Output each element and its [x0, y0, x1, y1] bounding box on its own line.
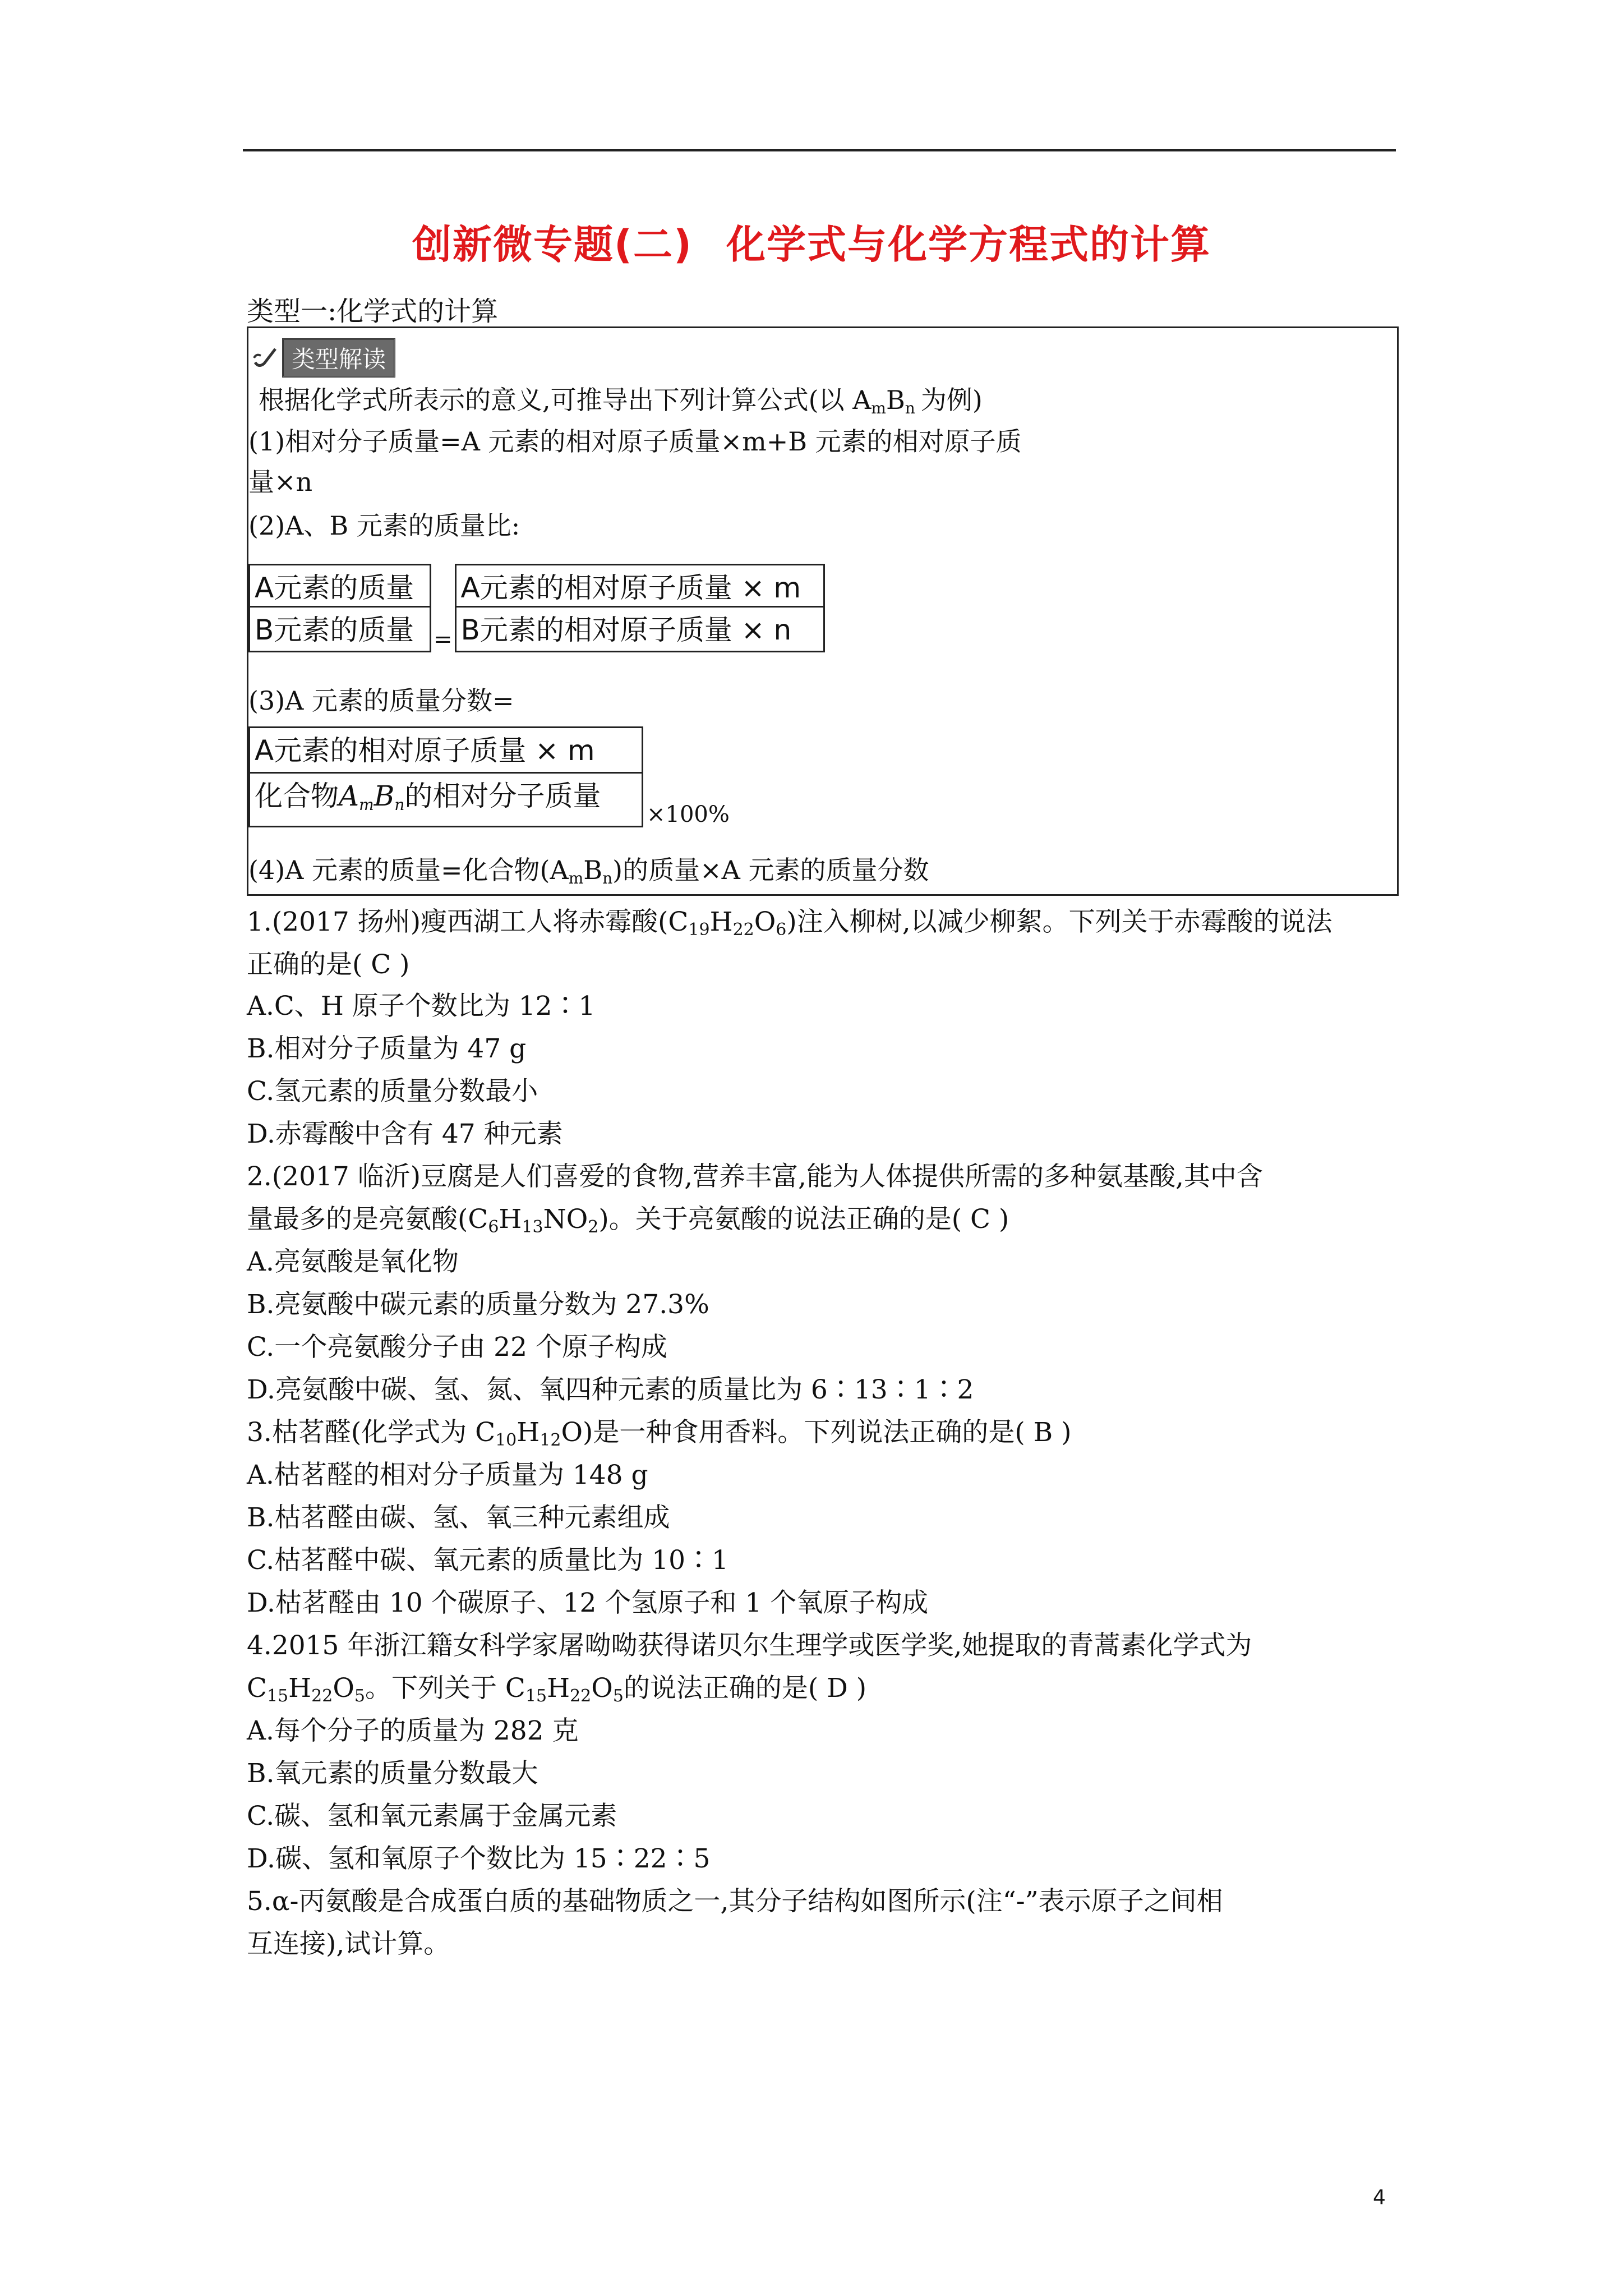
den-b: B: [374, 780, 395, 812]
right-denominator: B元素的相对原子质量 × n: [455, 608, 825, 652]
times-100-percent: ×100%: [647, 802, 730, 827]
q4-sub1b: 15: [525, 1686, 547, 1706]
type-tag-label: 类型解读: [282, 338, 395, 378]
q4-sub3: 5: [354, 1686, 365, 1706]
q4-tail: 的说法正确的是( D ): [623, 1673, 867, 1704]
intro-sub-n: n: [905, 399, 915, 417]
q3-h: H: [517, 1417, 540, 1448]
q1-h: H: [709, 907, 733, 937]
q3-sub1: 10: [495, 1430, 517, 1450]
q1-sub2: 22: [732, 920, 754, 940]
q2-stem-line1: 2.(2017 临沂)豆腐是人们喜爱的食物,营养丰富,能为人体提供所需的多种氨基酸,其中含: [247, 1161, 1263, 1192]
header-rule: [243, 149, 1396, 151]
q3-option-d: D.枯茗醛由 10 个碳原子、12 个氢原子和 1 个氧原子构成: [247, 1588, 929, 1618]
fraction-numerator: A元素的相对原子质量 × m: [248, 726, 643, 774]
intro-b: B: [886, 385, 905, 415]
q3-option-c: C.枯茗醛中碳、氧元素的质量比为 10∶1: [247, 1545, 728, 1576]
q3-sub2: 12: [540, 1430, 561, 1450]
equals-sign: =: [434, 627, 453, 652]
formula3-label: (3)A 元素的质量分数=: [248, 685, 514, 716]
q2-option-c: C.一个亮氨酸分子由 22 个原子构成: [247, 1332, 667, 1363]
type-tag: [253, 338, 395, 378]
section-heading: 类型一:化学式的计算: [247, 296, 499, 327]
f4-m: m: [568, 869, 584, 887]
q2-option-d: D.亮氨酸中碳、氢、氮、氧四种元素的质量比为 6∶13∶1∶2: [247, 1374, 974, 1405]
q4-sub2b: 22: [570, 1686, 592, 1706]
q4-option-c: C.碳、氢和氧元素属于金属元素: [247, 1801, 617, 1832]
q3-post: )是一种食用香料。下列说法正确的是( B ): [583, 1417, 1072, 1448]
f4-post: )的质量×A 元素的质量分数: [612, 855, 929, 885]
formula1-line1: (1)相对分子质量=A 元素的相对原子质量×m+B 元素的相对原子质: [248, 426, 1022, 457]
q2-option-a: A.亮氨酸是氧化物: [247, 1246, 459, 1277]
f4-n: n: [602, 869, 613, 887]
q1-option-d: D.赤霉酸中含有 47 种元素: [247, 1119, 563, 1149]
q4-option-d: D.碳、氢和氧原子个数比为 15∶22∶5: [247, 1843, 711, 1874]
q4-sub2: 22: [311, 1686, 333, 1706]
mass-fraction-formula: [248, 726, 730, 827]
q4-o: O: [333, 1673, 354, 1704]
q1-option-c: C.氢元素的质量分数最小: [247, 1076, 538, 1107]
mass-ratio-formula: [248, 564, 825, 652]
right-numerator: A元素的相对原子质量 × m: [455, 564, 825, 608]
den-pre: 化合物: [255, 780, 339, 812]
title-part2: 化学式与化学方程式的计算: [726, 222, 1211, 268]
q2-no: NO: [543, 1204, 588, 1235]
den-m: m: [359, 795, 374, 814]
q2-sub2: 13: [522, 1217, 543, 1237]
q4-stem-line2: [247, 1667, 866, 1706]
q3-option-a: A.枯茗醛的相对分子质量为 148 g: [247, 1460, 648, 1490]
q2-sub1: 6: [488, 1217, 499, 1237]
q5-stem-line2: 互连接),试计算。: [247, 1929, 450, 1959]
q4-mid: 。下列关于 C: [365, 1673, 525, 1704]
den-a: A: [339, 780, 359, 812]
fraction-denominator: [248, 774, 643, 827]
left-denominator: B元素的质量: [248, 608, 431, 652]
q2-post: )。关于亮氨酸的说法正确的是( C ): [598, 1204, 1009, 1235]
q1-option-a: A.C、H 原子个数比为 12∶1: [247, 991, 596, 1022]
q1-o: O: [754, 907, 776, 937]
mass-ratio-right: [455, 564, 825, 652]
intro-line: [259, 380, 983, 417]
q3-pre: 3.枯茗醛(化学式为 C: [247, 1417, 496, 1448]
f4-pre: (4)A 元素的质量=化合物(A: [248, 855, 569, 885]
type-interpretation-box: [247, 326, 1399, 896]
formula2-label: (2)A、B 元素的质量比:: [248, 510, 520, 541]
pen-check-icon: [253, 346, 279, 370]
page-number: 4: [1373, 2186, 1386, 2209]
q4-option-b: B.氧元素的质量分数最大: [247, 1758, 538, 1789]
q1-pre: 1.(2017 扬州)瘦西湖工人将赤霉酸(C: [247, 907, 689, 937]
f4-b: B: [583, 855, 603, 885]
q2-pre: 量最多的是亮氨酸(C: [247, 1204, 488, 1235]
formula1-line2: 量×n: [248, 467, 313, 497]
intro-sub-m: m: [871, 399, 886, 417]
mass-ratio-left: [248, 564, 431, 652]
q1-sub1: 19: [688, 920, 710, 940]
q2-h: H: [499, 1204, 522, 1235]
q5-stem-line1: 5.α-丙氨酸是合成蛋白质的基础物质之一,其分子结构如图所示(注“-”表示原子之间相: [247, 1886, 1223, 1917]
den-n: n: [394, 795, 405, 814]
q1-sub3: 6: [776, 920, 787, 940]
title-part1: 创新微专题(二): [412, 222, 693, 268]
q4-sub3b: 5: [612, 1686, 624, 1706]
left-numerator: A元素的质量: [248, 564, 431, 608]
q2-option-b: B.亮氨酸中碳元素的质量分数为 27.3%: [247, 1289, 709, 1320]
q4-sub1: 15: [266, 1686, 289, 1706]
q4-c: C: [247, 1673, 267, 1704]
intro-post: 为例): [920, 385, 983, 415]
q1-stem-line2: 正确的是( C ): [247, 949, 410, 980]
q4-hb: H: [547, 1673, 570, 1704]
q1-stem-line1: [247, 901, 1332, 940]
q1-post: )注入柳树,以减少柳絮。下列关于赤霉酸的说法: [786, 907, 1332, 937]
q1-option-b: B.相对分子质量为 47 g: [247, 1033, 527, 1064]
q4-ob: O: [591, 1673, 613, 1704]
q2-sub3: 2: [588, 1217, 599, 1237]
q4-h: H: [288, 1673, 312, 1704]
q3-o: O: [561, 1417, 583, 1448]
q2-stem-line2: [247, 1198, 1009, 1237]
page-title: [0, 213, 1623, 270]
q3-option-b: B.枯茗醛由碳、氢、氧三种元素组成: [247, 1502, 670, 1533]
intro-text: 根据化学式所表示的意义,可推导出下列计算公式(以 A: [259, 385, 872, 415]
q4-option-a: A.每个分子的质量为 282 克: [247, 1715, 579, 1746]
mass-fraction-fraction: [248, 726, 643, 827]
q3-stem: [247, 1411, 1071, 1450]
den-post: 的相对分子质量: [404, 780, 601, 812]
formula4-line: [248, 850, 929, 887]
q4-stem-line1: 4.2015 年浙江籍女科学家屠呦呦获得诺贝尔生理学或医学奖,她提取的青蒿素化学式为: [247, 1630, 1252, 1661]
